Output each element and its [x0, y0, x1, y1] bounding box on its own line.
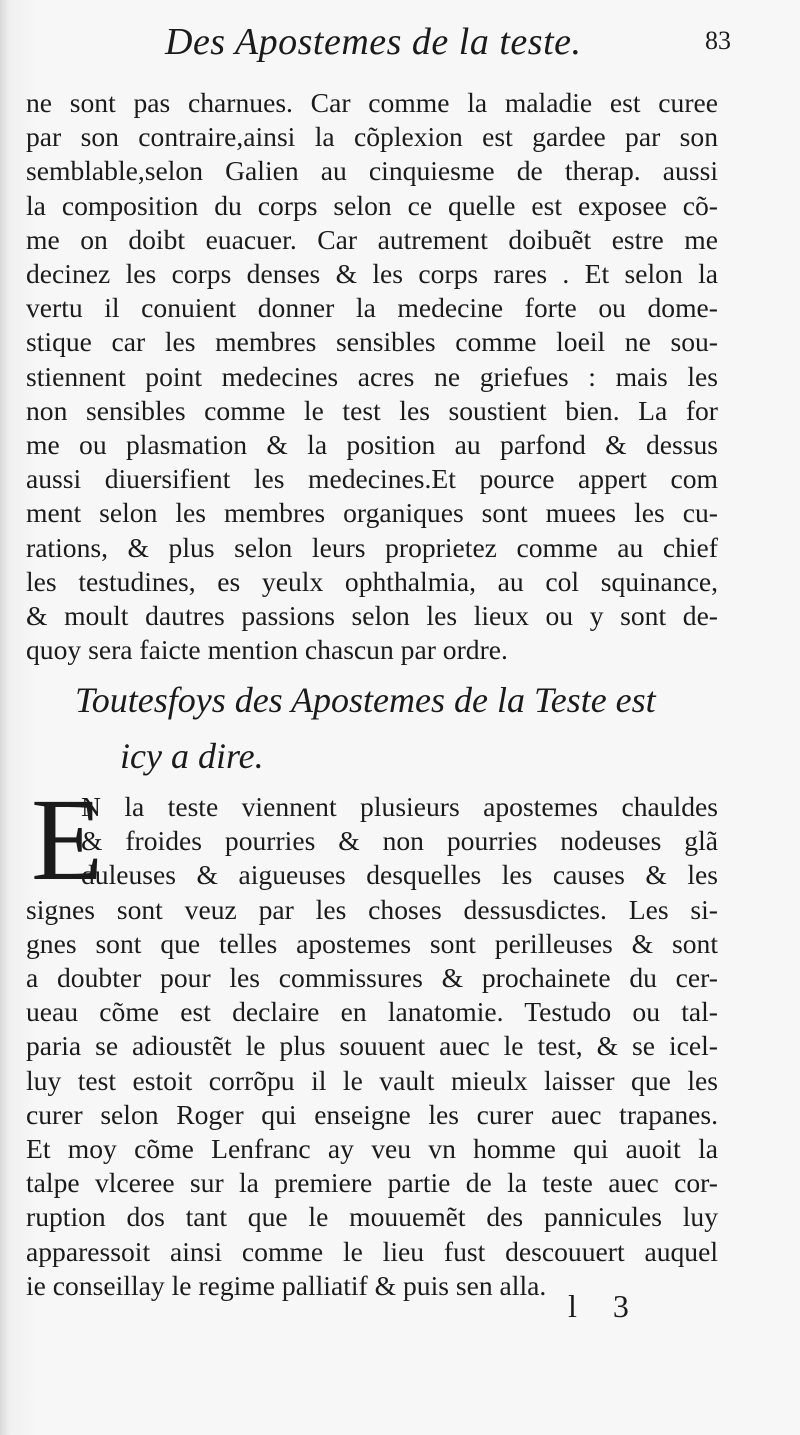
text-line: la composition du corps selon ce quelle est exposee cõ-	[26, 189, 718, 221]
text-line: ment selon les membres organiques sont muees les cu-	[26, 497, 718, 529]
text-line: me ou plasmation & la position au parfond & dessus	[26, 429, 718, 461]
text-line: apparessoit ainsi comme le lieu fust descouuert auquel	[26, 1235, 718, 1267]
text-line: quoy sera faicte mention chascun par ordre.	[26, 634, 508, 666]
page-header	[0, 20, 800, 76]
heading-line: Toutesfoys des Apostemes de la Teste est	[75, 680, 656, 720]
page-number: 83	[705, 26, 731, 55]
text-line: les testudines, es yeulx ophthalmia, au col squinance,	[26, 565, 718, 597]
text-line: decinez les corps denses & les corps rares . Et selon la	[26, 258, 718, 290]
text-line: ie conseillay le regime palliatif & puis sen alla.	[26, 1269, 547, 1301]
text-line: Et moy cõme Lenfranc ay veu vn homme qui auoit la	[26, 1133, 718, 1165]
text-line: signes sont veuz par les choses dessusdictes. Les si-	[26, 893, 718, 925]
text-line: & moult dautres passions selon les lieux ou y sont de-	[26, 600, 718, 632]
text-line: duleuses & aigueuses desquelles les causes & les	[81, 859, 718, 891]
text-line: curer selon Roger qui enseigne les curer auec trapanes.	[26, 1098, 718, 1130]
text-line: stique car les membres sensibles comme loeil ne sou-	[26, 326, 718, 358]
paragraph-section	[26, 774, 718, 1303]
text-line: stiennent point medecines acres ne griefues : mais les	[26, 360, 718, 392]
running-title: Des Apostemes de la teste.	[165, 21, 582, 63]
text-line: paria se adioustẽt le plus souuent auec le test, & se icel-	[26, 1030, 718, 1062]
text-line: vertu il conuient donner la medecine forte ou dome-	[26, 292, 718, 324]
text-line: me on doibt euacuer. Car autrement doibuẽt estre me	[26, 223, 718, 255]
text-line: N la teste viennent plusieurs apostemes chauldes	[81, 791, 718, 822]
text-line: & froides pourries & non pourries nodeuses glã	[81, 825, 718, 857]
text-line: ruption dos tant que le mouuemẽt des pannicules luy	[26, 1201, 718, 1233]
drop-cap-initial: E	[31, 774, 104, 905]
signature-mark: l 3	[568, 1288, 643, 1324]
text-line: non sensibles comme le test les soustient bien. La for	[26, 394, 718, 426]
text-line: luy test estoit corrõpu il le vault mieulx laisser que les	[26, 1064, 718, 1096]
text-line: ueau cõme est declaire en lanatomie. Testudo ou tal-	[26, 996, 718, 1028]
text-line: aussi diuersifient les medecines.Et pource appert com	[26, 463, 718, 495]
section-heading	[75, 672, 735, 784]
text-line: semblable,selon Galien au cinquiesme de therap. aussi	[26, 155, 718, 187]
text-line: par son contraire,ainsi la cõplexion est gardee par son	[26, 121, 718, 153]
text-line: rations, & plus selon leurs proprietez comme au chief	[26, 531, 718, 563]
heading-line: icy a dire.	[120, 736, 264, 776]
text-line: talpe vlceree sur la premiere partie de la teste auec cor-	[26, 1167, 718, 1199]
text-line: ne sont pas charnues. Car comme la maladie est curee	[26, 87, 718, 118]
text-line: gnes sont que telles apostemes sont perilleuses & sont	[26, 927, 718, 959]
paragraph-continued	[26, 86, 718, 667]
text-line: a doubter pour les commissures & prochainete du cer-	[26, 962, 718, 994]
